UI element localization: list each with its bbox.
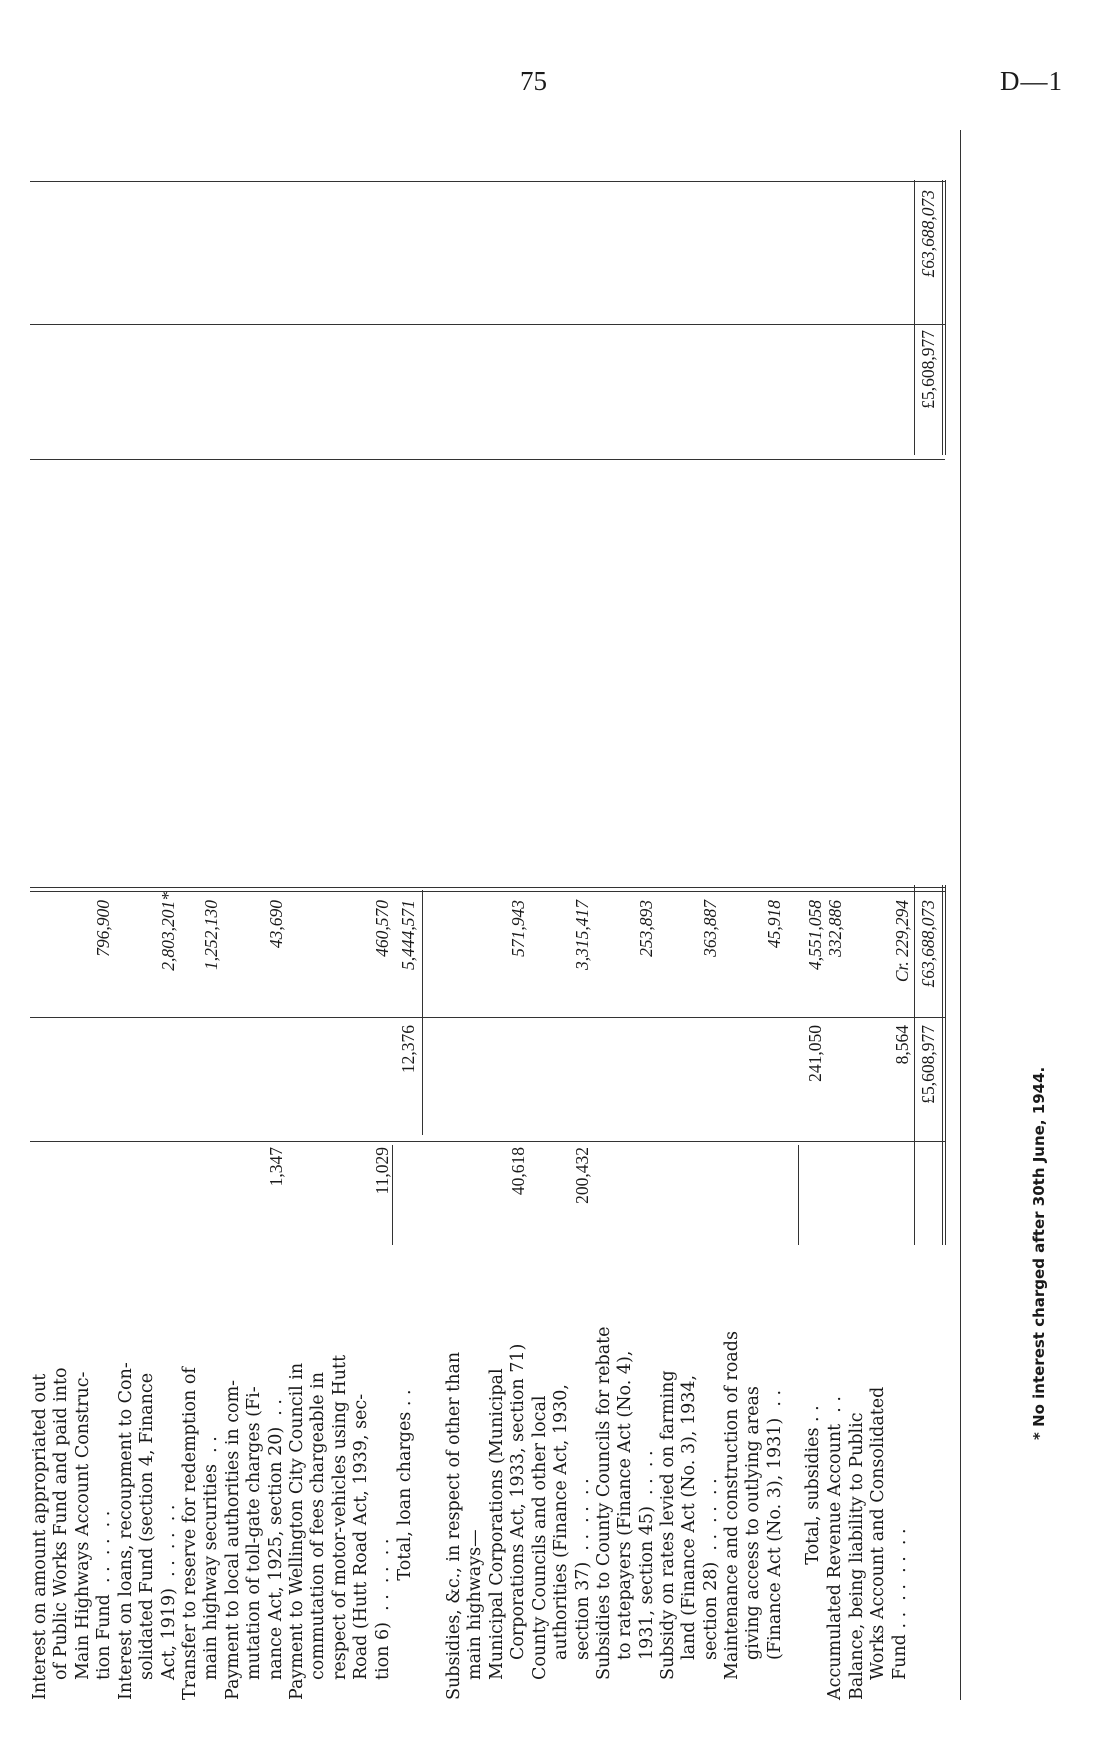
rotated-table: [30, 130, 1070, 1700]
rule-far-bottom: [942, 180, 943, 455]
sub-municipal: 40,618: [508, 1147, 528, 1196]
right-toll-gate: 43,690: [266, 900, 286, 949]
grand-total-left-right: £63,688,073: [918, 900, 938, 988]
row-interest-loans: Interest on loans, recoupment to Con- solidated Fund (section 4, Finance Act, 1919) . . . . . .: [116, 1362, 179, 1700]
balance-label: Balance, being liability to Public Works Account and Consolidated Fund . . . . . . . .: [847, 1386, 910, 1700]
grand-total-left-mid: £5,608,977: [918, 1025, 938, 1104]
mid-total-loan: 12,376: [398, 1025, 418, 1074]
grand-total-far-mid: £5,608,977: [918, 330, 938, 409]
rule-far-top: [914, 180, 915, 455]
row-toll-gate: Payment to local authorities in com- mutation of toll-gate charges (Fi- nance Act, 1925, section 20) . .: [223, 1379, 286, 1700]
right-total-loan: 5,444,571: [398, 900, 418, 970]
row-municipal: Municipal Corporations (Municipal Corporations Act, 1933, section 71): [487, 1343, 529, 1680]
rule-loan-total: [422, 890, 423, 1135]
grand-total-far-right: £63,688,073: [918, 190, 938, 278]
rule-grand-bottom2: [945, 885, 946, 1245]
right-municipal: 571,943: [508, 900, 528, 957]
sub-toll-gate: 1,347: [266, 1147, 286, 1187]
rule-col3: [30, 891, 945, 892]
sub-wellington: 11,029: [372, 1147, 392, 1195]
row-farming: Subsidy on rates levied on farming land (Finance Act (No. 3), 1934, section 28) . . . . . .: [658, 1370, 721, 1680]
rule-far-col3: [30, 181, 945, 182]
rule-far-bottom2: [945, 180, 946, 455]
rule-col1: [30, 1141, 945, 1142]
row-interest-public-works: Interest on amount appropriated out of Public Works Fund and paid into Main Highways Account Construc- tion Fund . . . . . .: [30, 1367, 115, 1700]
right-rebate: 253,893: [636, 900, 656, 957]
subsidies-heading: Subsidies, &c., in respect of other than main highways—: [444, 1351, 486, 1700]
rule-page-bottom: [960, 130, 961, 1700]
table-sheet: [30, 130, 1070, 1700]
right-balance: Cr. 229,294: [892, 900, 912, 983]
row-county: County Councils and other local authorities (Finance Act, 1930, section 37) . . . . . .: [530, 1384, 593, 1680]
rule-loan-sub: [392, 1145, 393, 1245]
rule-far-col1: [30, 459, 945, 460]
mid-balance: 8,564: [892, 1025, 912, 1065]
right-total-subsidies: 4,551,058: [805, 900, 825, 970]
rule-grand-top: [914, 885, 915, 1245]
right-interest-public-works: 796,900: [93, 900, 113, 957]
rule-far-col2: [30, 324, 945, 325]
right-farming: 363,887: [700, 900, 720, 957]
right-interest-loans: 2,803,201*: [158, 892, 178, 971]
page-number: 75: [520, 66, 547, 96]
right-transfer-reserve: 1,252,130: [201, 900, 221, 970]
right-wellington: 460,570: [372, 900, 392, 957]
right-accumulated: 332,886: [825, 900, 845, 957]
rule-grand-bottom: [942, 885, 943, 1245]
accumulated-label: Accumulated Revenue Account . .: [825, 1396, 845, 1700]
document-code: D—1: [1000, 66, 1063, 96]
total-subsidies-label: Total, subsidies . .: [803, 1405, 823, 1565]
footnote: * No interest charged after 30th June, 1944.: [1030, 1066, 1048, 1440]
rule-col3b: [30, 887, 945, 888]
right-county: 3,315,417: [572, 900, 592, 970]
mid-total-subsidies: 241,050: [805, 1025, 825, 1082]
rule-col2: [30, 1017, 945, 1018]
row-rebate: Subsidies to County Councils for rebate to ratepayers (Finance Act (No. 4), 1931, section 45) . . . .: [594, 1326, 657, 1680]
rule-subsidy-sub: [798, 1145, 799, 1245]
row-maintenance: Maintenance and construction of roads giving access to outlying areas (Finance Act (No. 3), 1931) . .: [722, 1331, 785, 1680]
total-loan-label: Total, loan charges . .: [395, 1389, 415, 1581]
sub-county: 200,432: [572, 1147, 592, 1204]
right-maintenance: 45,918: [764, 900, 784, 949]
row-transfer-reserve: Transfer to reserve for redemption of main highway securities . .: [180, 1367, 222, 1700]
row-wellington: Payment to Wellington City Council in commutation of fees chargeable in respect of motor-vehicles using Hutt Road (Hutt Road Act, 1939, sec- tion 6) . . . . . .: [287, 1354, 393, 1700]
